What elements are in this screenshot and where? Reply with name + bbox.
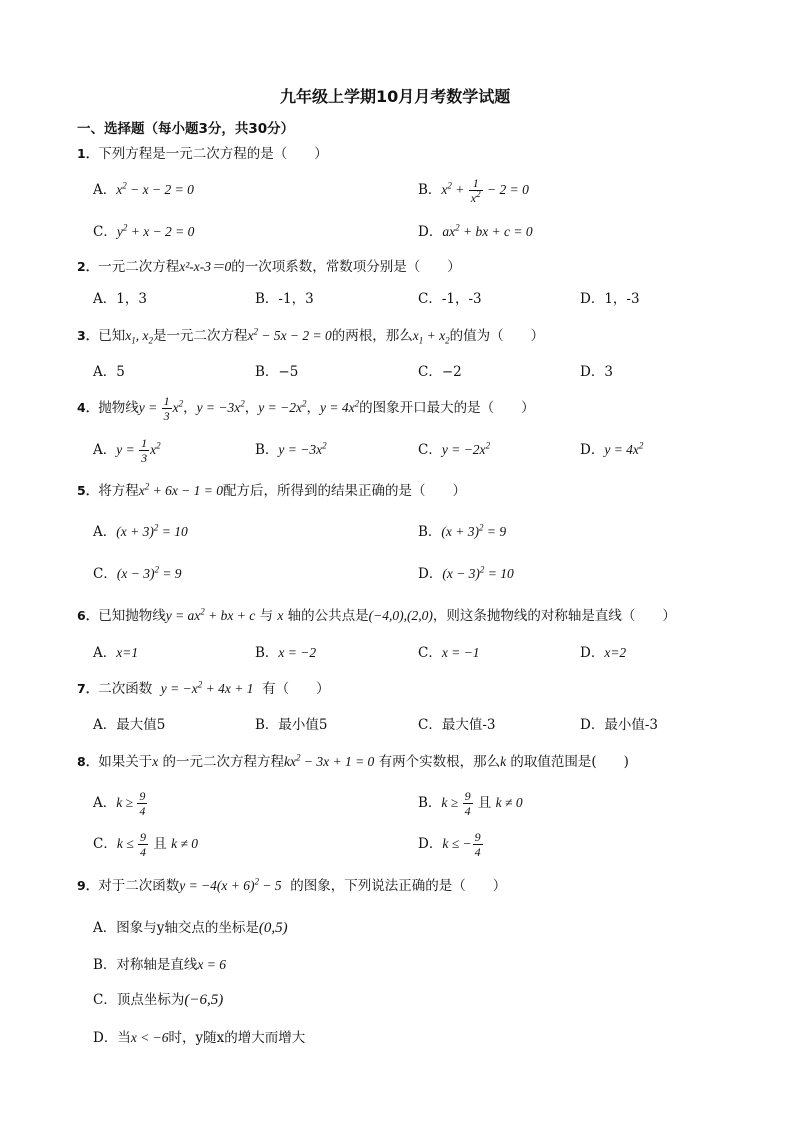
q4-option-a: A．y = $\frac{1}{3}$ $x^2$ [93,436,161,466]
q9-option-b: B．对称轴是直线x = 6 [93,957,227,973]
question-3: 3．已知$x_1$, $x_2$是一元二次方程$x^2 - 5x - 2 = 0$的两根，那么$x_1 + x_2$的值为（ ） [77,326,545,346]
q3-option-b: B．−5 [255,364,299,380]
question-9: 9．对于二次函数$y = -4(x + 6)^2 - 5$ 的图象，下列说法正确的是（ ） [77,876,507,894]
question-6: 6．已知抛物线$y = ax^2$ + bx + c 与 x 轴的公共点是(−4,0),(2,0)，则这条抛物线的对称轴是直线（ ） [77,606,676,624]
q4-option-b: B．$y = -3x^2$ [255,440,327,458]
q4-option-d: D．$y = 4x^2$ [580,440,644,458]
q8-option-d: D．k ≤ − $\frac{9}{4}$ [418,830,481,860]
q2-option-a: A．1，3 [93,291,147,307]
q7-option-b: B．最小值5 [255,717,328,733]
q5-option-a: A．$(x + 3)^2 = 10$ [93,522,188,540]
q5-option-b: B．$(x + 3)^2 = 9$ [418,522,507,540]
q9-option-c: C．顶点坐标为(−6,5) [93,992,224,1008]
question-4: 4．抛物线y = $\frac{1}{3}$ $x^2$，$y = -3x^2$，$y = -2x^2$，$y = 4x^2$的图象开口最大的是（ ） [77,394,535,424]
question-stem: 下列方程是一元二次方程的是（ ） [98,146,328,162]
question-number: 1． [77,146,99,161]
section-heading: 一、选择题（每小题3分，共30分） [77,121,295,137]
q5-option-c: C．$(x - 3)^2 = 9$ [93,564,182,582]
q1-option-b: B．$x^2$ + $\frac{1}{x^2}$ − 2 = 0 [418,176,529,206]
question-7: 7．二次函数 $y = -x^2 + 4x + 1$ 有（ ） [77,679,330,697]
question-8: 8．如果关于x 的一元二次方程方程$kx^2 - 3x + 1 = 0$ 有两个实数根，那么k 的取值范围是( ) [77,752,629,770]
q1-option-a: A．$x^2 - x - 2 = 0$ [93,180,194,198]
q1-option-d: D．$ax^2$ + bx + c = 0 [418,222,533,240]
q3-option-c: C．−2 [418,364,462,380]
q1-option-c: C．$y^2 + x - 2 = 0$ [93,222,195,240]
q5-option-d: D．$(x - 3)^2 = 10$ [418,564,514,582]
q6-option-d: D．x=2 [580,645,627,661]
q2-option-c: C．-1，-3 [418,291,482,307]
q3-option-a: A．5 [93,364,125,380]
question-5: 5．将方程$x^2 + 6x - 1 = 0$配方后，所得到的结果正确的是（ ） [77,481,467,499]
question-2: 2．一元二次方程x²-x-3＝0的一次项系数，常数项分别是（ ） [77,259,461,275]
q8-option-a: A．k ≥ $\frac{9}{4}$ [93,789,146,819]
question-1 [77,145,328,163]
q8-option-c: C．k ≤ $\frac{9}{4}$ 且 k ≠ 0 [93,830,198,860]
q7-option-d: D．最小值-3 [580,717,658,733]
q9-option-a: A．图象与y轴交点的坐标是(0,5) [93,920,288,936]
page-title: 九年级上学期10月月考数学试题 [280,87,511,106]
q3-option-d: D．3 [580,364,613,380]
q6-option-c: C．x = −1 [418,645,480,661]
q6-option-a: A．x=1 [93,645,139,661]
q9-option-d: D．当x < −6时，y随x的增大而增大 [93,1030,306,1046]
q2-option-d: D．1，-3 [580,291,640,307]
q7-option-a: A．最大值5 [93,717,166,733]
q8-option-b: B．k ≥ $\frac{9}{4}$ 且 k ≠ 0 [418,789,523,819]
q7-option-c: C．最大值-3 [418,717,496,733]
q6-option-b: B．x = −2 [255,645,317,661]
q2-option-b: B．-1，3 [255,291,314,307]
q4-option-c: C．$y = -2x^2$ [418,440,491,458]
